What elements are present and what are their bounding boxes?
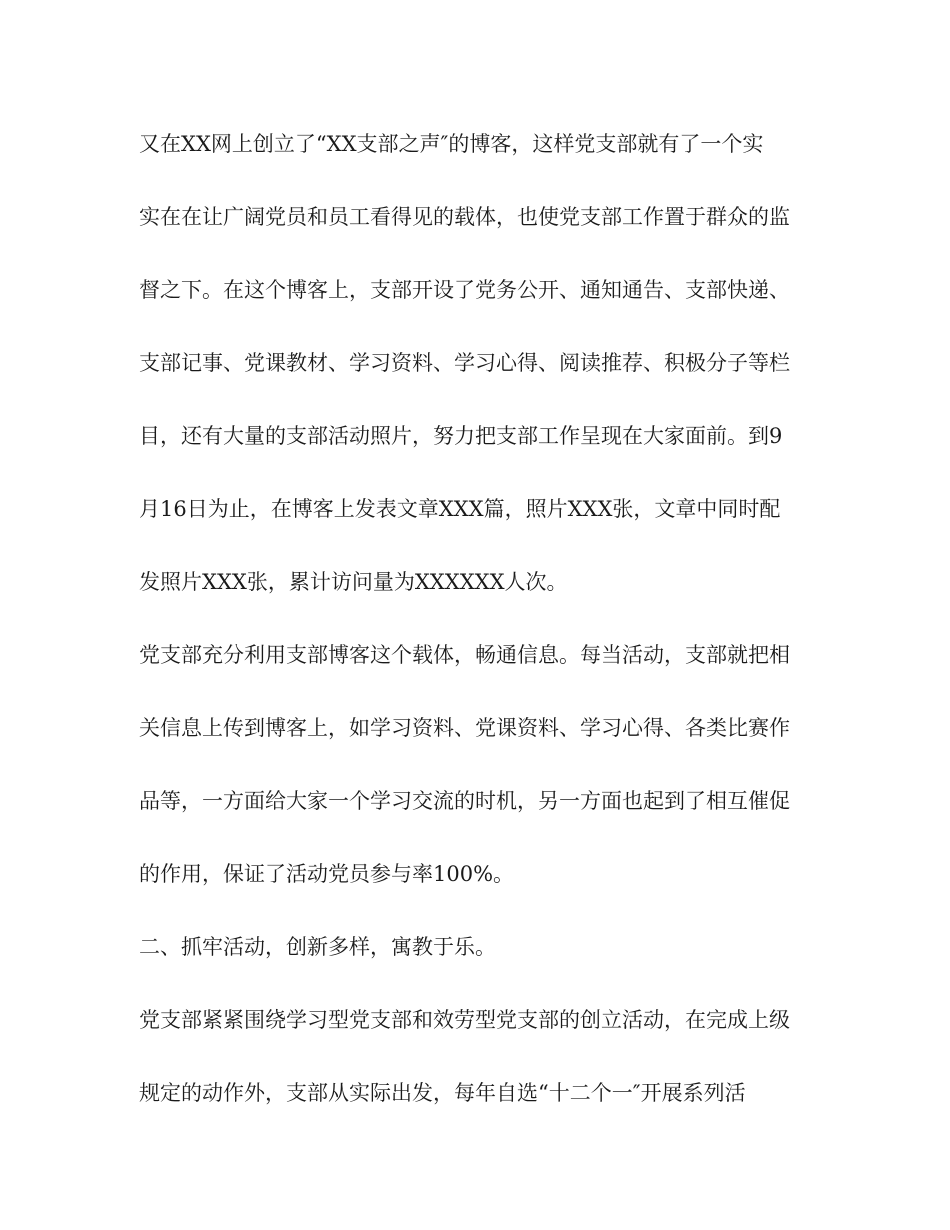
- text-line: 又在XX网上创立了“XX支部之声″的博客，这样党支部就有了一个实: [139, 132, 764, 156]
- text-line: 发照片XXX张，累计访问量为XXXXXX人次。: [139, 570, 568, 594]
- text-line: 支部记事、党课教材、学习资料、学习心得、阅读推荐、积极分子等栏: [139, 351, 790, 375]
- text-line: 督之下。在这个博客上，支部开设了党务公开、通知通告、支部快递、: [139, 278, 790, 302]
- text-line: 品等，一方面给大家一个学习交流的时机，另一方面也起到了相互催促: [139, 789, 790, 813]
- text-line: 规定的动作外，支部从实际出发，每年自选“十二个一″开展系列活: [139, 1081, 746, 1105]
- text-line: 月16日为止，在博客上发表文章XXX篇，照片XXX张，文章中同时配: [139, 497, 781, 521]
- text-line: 党支部充分利用支部博客这个载体，畅通信息。每当活动，支部就把相: [139, 643, 790, 667]
- section-heading: 二、抓牢活动，创新多样，寓教于乐。: [139, 935, 496, 959]
- text-line: 目，还有大量的支部活动照片，努力把支部工作呈现在大家面前。到9: [139, 424, 783, 448]
- text-line: 党支部紧紧围绕学习型党支部和效劳型党支部的创立活动，在完成上级: [139, 1008, 790, 1032]
- text-line: 关信息上传到博客上，如学习资料、党课资料、学习心得、各类比赛作: [139, 716, 790, 740]
- text-line: 实在在让广阔党员和员工看得见的载体，也使党支部工作置于群众的监: [139, 205, 790, 229]
- text-line: 的作用，保证了活动党员参与率100%。: [139, 862, 515, 886]
